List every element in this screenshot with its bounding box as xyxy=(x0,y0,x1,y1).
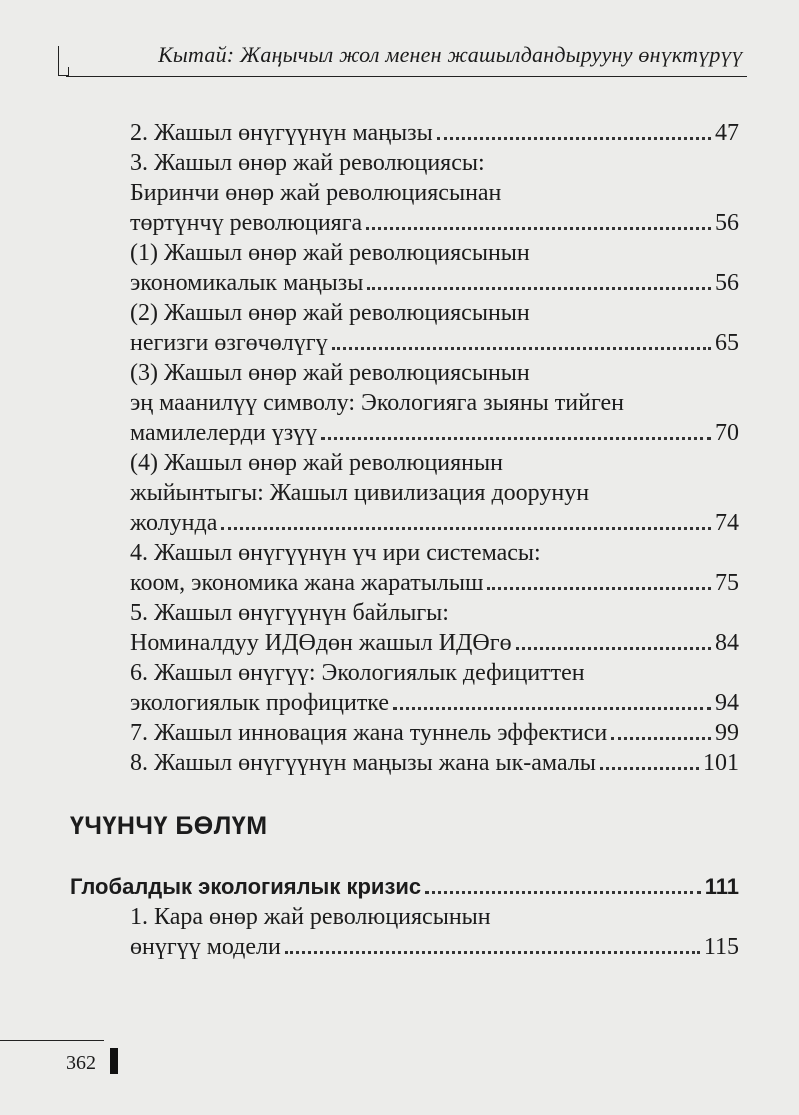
dot-leader xyxy=(285,950,700,954)
toc-entry: 8. Жашыл өнүгүүнүн маңызы жана ык-амалы 101 xyxy=(130,750,739,776)
toc-entry: Номиналдуу ИДӨдөн жашыл ИДӨгө 84 xyxy=(130,630,739,656)
toc-entry-line: (3) Жашыл өнөр жай революциясынын xyxy=(130,360,530,386)
toc-entry-line: (2) Жашыл өнөр жай революциясынын xyxy=(130,300,530,326)
toc-page-number: 75 xyxy=(715,570,739,596)
toc-page-number: 56 xyxy=(715,270,739,296)
toc-page-number: 70 xyxy=(715,420,739,446)
header-corner-ornament xyxy=(58,46,71,76)
toc-page-number: 101 xyxy=(703,750,739,776)
toc-entry-line: (1) Жашыл өнөр жай революциясынын xyxy=(130,240,530,266)
toc-entry-line: (4) Жашыл өнөр жай революциянын xyxy=(130,450,503,476)
toc-entry-line: жыйынтыгы: Жашыл цивилизация доорунун xyxy=(130,480,590,506)
toc-entry: 7. Жашыл инновация жана туннель эффектиси 99 xyxy=(130,720,739,746)
toc-entry-line: 6. Жашыл өнүгүү: Экологиялык дефициттен xyxy=(130,660,585,686)
toc-entry: жолунда 74 xyxy=(130,510,739,536)
dot-leader xyxy=(367,286,711,290)
section-heading: ҮЧҮНЧҮ БӨЛҮМ xyxy=(70,812,268,840)
page-number: 362 xyxy=(66,1052,96,1074)
toc-page-number: 99 xyxy=(715,720,739,746)
toc-entry-line: Биринчи өнөр жай революциясынан xyxy=(130,180,502,206)
toc-entry: негизги өзгөчөлүгү 65 xyxy=(130,330,739,356)
toc-entry-line: 4. Жашыл өнүгүүнүн үч ири системасы: xyxy=(130,540,541,566)
toc-page-number: 56 xyxy=(715,210,739,236)
toc-page-number: 84 xyxy=(715,630,739,656)
dot-leader xyxy=(221,526,711,530)
page-edge-mark xyxy=(110,1048,118,1074)
toc-entry: мамилелерди үзүү 70 xyxy=(130,420,739,446)
toc-entry-line: 5. Жашыл өнүгүүнүн байлыгы: xyxy=(130,600,449,626)
toc-entry: 2. Жашыл өнүгүүнүн маңызы 47 xyxy=(130,120,739,146)
dot-leader xyxy=(600,766,699,770)
dot-leader xyxy=(366,226,711,230)
dot-leader xyxy=(332,346,711,350)
toc-entry-line: 3. Жашыл өнөр жай революциясы: xyxy=(130,150,485,176)
toc-entry: төртүнчү революцияга 56 xyxy=(130,210,739,236)
toc-entry: өнүгүү модели 115 xyxy=(130,934,739,960)
toc-chapter-entry: Глобалдык экологиялык кризис 111 xyxy=(70,872,739,902)
toc-entry-line: эң маанилүү символу: Экологияга зыяны тийген xyxy=(130,390,624,416)
footer-rule xyxy=(0,1040,104,1041)
toc-page-number: 74 xyxy=(715,510,739,536)
toc-page-number: 47 xyxy=(715,120,739,146)
dot-leader xyxy=(321,436,711,440)
dot-leader xyxy=(611,736,711,740)
toc-page-number: 111 xyxy=(704,874,739,899)
toc-entry: коом, экономика жана жаратылыш 75 xyxy=(130,570,739,596)
dot-leader xyxy=(516,646,711,650)
dot-leader xyxy=(425,890,701,894)
toc-page-number: 65 xyxy=(715,330,739,356)
dot-leader xyxy=(487,586,711,590)
dot-leader xyxy=(437,136,711,140)
toc-entry: экономикалык маңызы 56 xyxy=(130,270,739,296)
toc-entry: экологиялык профицитке 94 xyxy=(130,690,739,716)
running-title: Кытай: Жаңычыл жол менен жашылдандырууну өнүктүрүү xyxy=(158,42,743,67)
dot-leader xyxy=(393,706,711,710)
toc-page-number: 94 xyxy=(715,690,739,716)
toc-entry-line: 1. Кара өнөр жай революциясынын xyxy=(130,904,491,930)
toc-page-number: 115 xyxy=(703,934,739,960)
header-rule xyxy=(66,76,747,77)
